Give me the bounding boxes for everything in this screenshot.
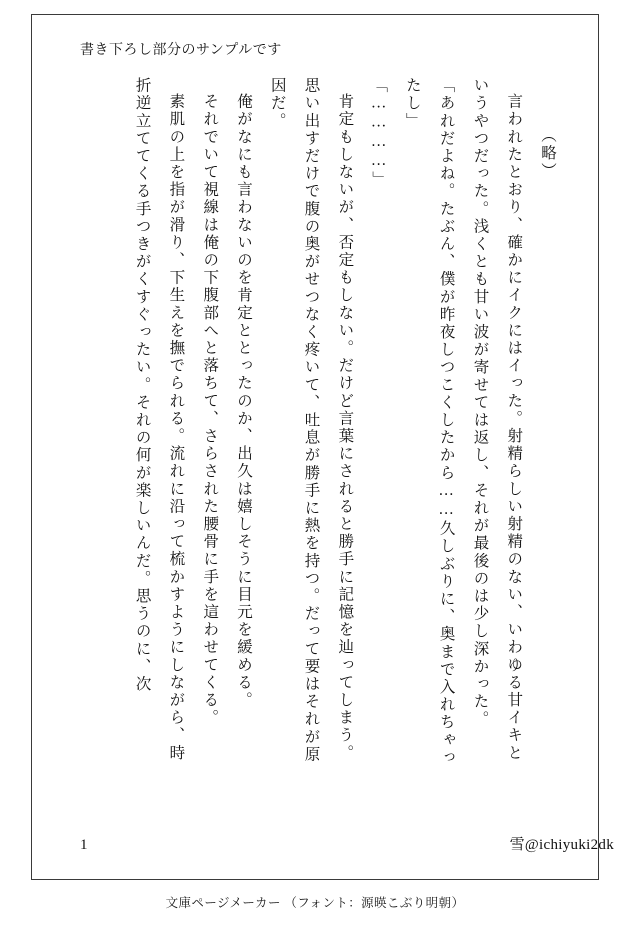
generator-credit: 文庫ページメーカー （フォント：源暎こぶり明朝） — [165, 896, 465, 910]
header-note: 書き下ろし部分のサンプルです — [80, 43, 282, 58]
paragraph: 俺がなにも言わないのを肯定ととったのか、出久は嬉しそうに目元を緩める。 — [234, 92, 252, 709]
paragraph: 言われたとおり、確かにイクにはイった。射精らしい射精のない、いわゆる甘イキというやつだった。浅くとも甘い波が寄せては返し、それが最後のは少し深かった。 — [471, 77, 523, 762]
paragraph: 肯定もしないが、否定もしない。だけど言葉にされると勝手に記憶を辿ってしまう。思い出すだけで腹の奥がせつなく疼いて、吐息が勝手に熱を持つ。だって要はそれが原因だ。 — [268, 77, 354, 764]
author-handle: 雪@ichiyuki2dk — [509, 837, 614, 853]
paragraph: （略） — [539, 126, 556, 180]
paragraph: 「あれだよね。たぶん、僕が昨夜しつこくしたから……久しぶりに、奥まで入れちゃったし」 — [403, 77, 455, 767]
paragraph: それでいて視線は俺の下腹部へと落ちて、さらされた腰骨に手を這わせてくる。 — [201, 92, 219, 727]
vertical-text-body — [72, 77, 564, 777]
paper-frame — [31, 14, 614, 880]
page-number: 1 — [80, 837, 88, 853]
page-footer — [80, 833, 614, 854]
paragraph: 素肌の上を指が滑り、下生えを撫でられる。流れに沿って梳かすようにしながら、時折逆立ててくる手つきがくすぐったい。それの何が楽しいんだ。思うのに、次 — [133, 77, 185, 762]
paragraph: 「…………」 — [370, 77, 388, 189]
